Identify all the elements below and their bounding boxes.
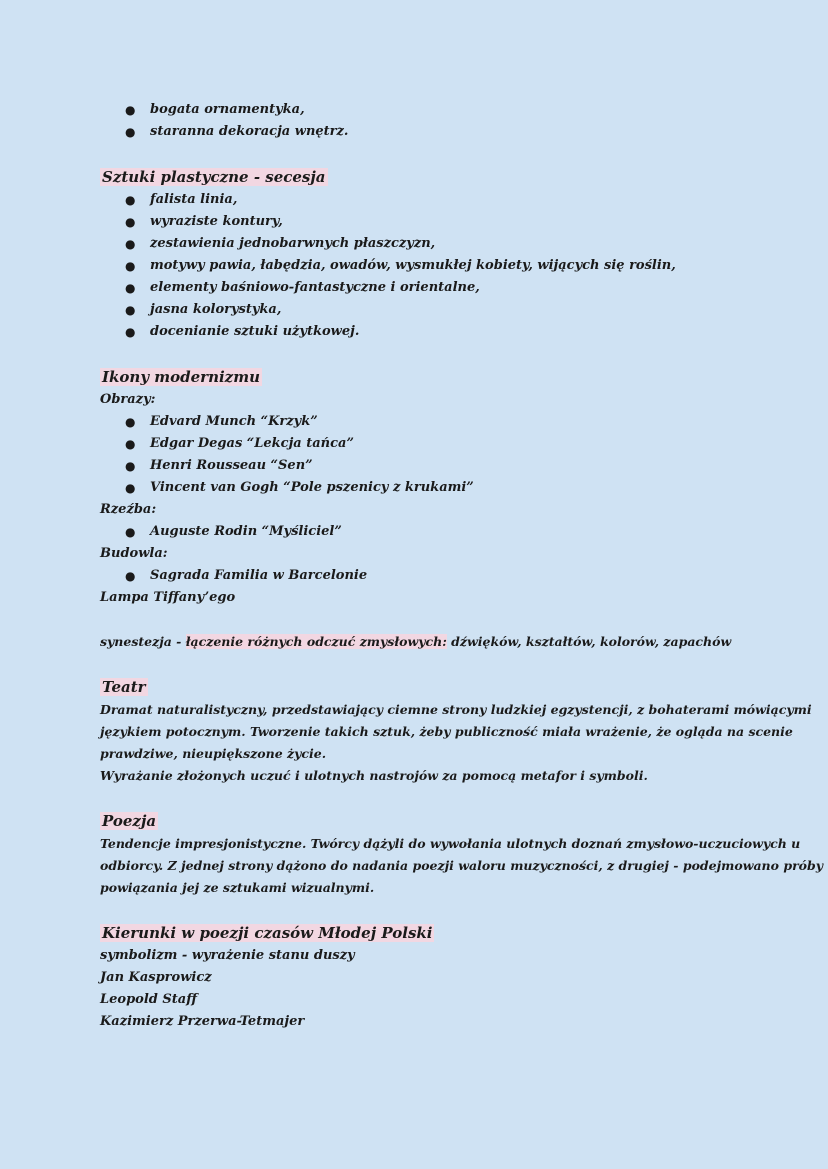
list-item: Edgar Degas “Lekcja tańca”: [150, 436, 354, 451]
list-item: Sagrada Familia w Barcelonie: [150, 568, 368, 583]
list-item: zestawienia jednobarwnych płaszczyzn,: [150, 236, 436, 251]
category-label-rzezba: Rzeźba:: [100, 502, 157, 517]
list-item: falista linia,: [150, 192, 238, 207]
list-item: Edvard Munch “Krzyk”: [150, 414, 318, 429]
bullet-dot: ●: [125, 459, 136, 473]
list-item: jasna kolorystyka,: [150, 302, 282, 317]
bullet-dot: ●: [125, 437, 136, 451]
paragraph-line: Tendencje impresjonistyczne. Twórcy dążyli do wywołania ulotnych doznań zmysłowo-uczuciowych u: [100, 836, 801, 851]
paragraph-line: Kazimierz Przerwa-Tetmajer: [100, 1014, 305, 1029]
bullet-dot: ●: [125, 125, 136, 139]
bullet-dot: ●: [125, 281, 136, 295]
list-item: Henri Rousseau “Sen”: [150, 458, 313, 473]
list-item: motywy pawia, łabędzia, owadów, wysmukłej kobiety, wijących się roślin,: [150, 258, 676, 273]
bullet-dot: ●: [125, 569, 136, 583]
bullet-dot: ●: [125, 193, 136, 207]
section-heading-ikony: Ikony modernizmu: [102, 368, 260, 386]
bullet-dot: ●: [125, 525, 136, 539]
section-heading-poezja: Poezja: [102, 812, 157, 830]
synestezja-line: synestezja - łączenie różnych odczuć zmysłowych: dźwięków, kształtów, kolorów, zapachów: [100, 634, 732, 649]
section-heading-kierunki: Kierunki w poezji czasów Młodej Polski: [102, 924, 433, 942]
paragraph-line: odbiorcy. Z jednej strony dążono do nadania poezji waloru muzyczności, z drugiej - podejmowano próby: [100, 858, 823, 873]
list-item: docenianie sztuki użytkowej.: [150, 324, 360, 339]
section-heading-teatr: Teatr: [102, 678, 146, 696]
paragraph-line: symbolizm - wyrażenie stanu duszy: [100, 948, 355, 963]
bullet-dot: ●: [125, 103, 136, 117]
paragraph-line: prawdziwe, nieupiększone życie.: [100, 746, 327, 761]
bullet-dot: ●: [125, 237, 136, 251]
list-item: elementy baśniowo-fantastyczne i orientalne,: [150, 280, 480, 295]
paragraph-line: powiązania jej ze sztukami wizualnymi.: [100, 880, 375, 895]
bullet-dot: ●: [125, 481, 136, 495]
list-item: staranna dekoracja wnętrz.: [150, 124, 349, 139]
paragraph-line: Dramat naturalistyczny, przedstawiający ciemne strony ludzkiej egzystencji, z bohaterami mówiącymi: [100, 702, 812, 717]
paragraph-line: Jan Kasprowicz: [100, 970, 212, 985]
bullet-dot: ●: [125, 325, 136, 339]
paragraph-line: językiem potocznym. Tworzenie takich sztuk, żeby publiczność miała wrażenie, że ogląda na scenie: [100, 724, 793, 739]
section-heading-secesja: Sztuki plastyczne - secesja: [102, 168, 326, 186]
list-item: bogata ornamentyka,: [150, 102, 305, 117]
bullet-dot: ●: [125, 415, 136, 429]
bullet-dot: ●: [125, 215, 136, 229]
lampa-line: Lampa Tiffany’ego: [100, 590, 236, 605]
bullet-dot: ●: [125, 259, 136, 273]
category-label-obrazy: Obrazy:: [100, 392, 156, 407]
category-label-budowla: Budowla:: [100, 546, 168, 561]
list-item: Auguste Rodin “Myśliciel”: [150, 524, 342, 539]
list-item: Vincent van Gogh “Pole pszenicy z krukami”: [150, 480, 474, 495]
list-item: wyraziste kontury,: [150, 214, 283, 229]
paragraph-line: Leopold Staff: [100, 992, 197, 1007]
paragraph-line: Wyrażanie złożonych uczuć i ulotnych nastrojów za pomocą metafor i symboli.: [100, 768, 648, 783]
bullet-dot: ●: [125, 303, 136, 317]
